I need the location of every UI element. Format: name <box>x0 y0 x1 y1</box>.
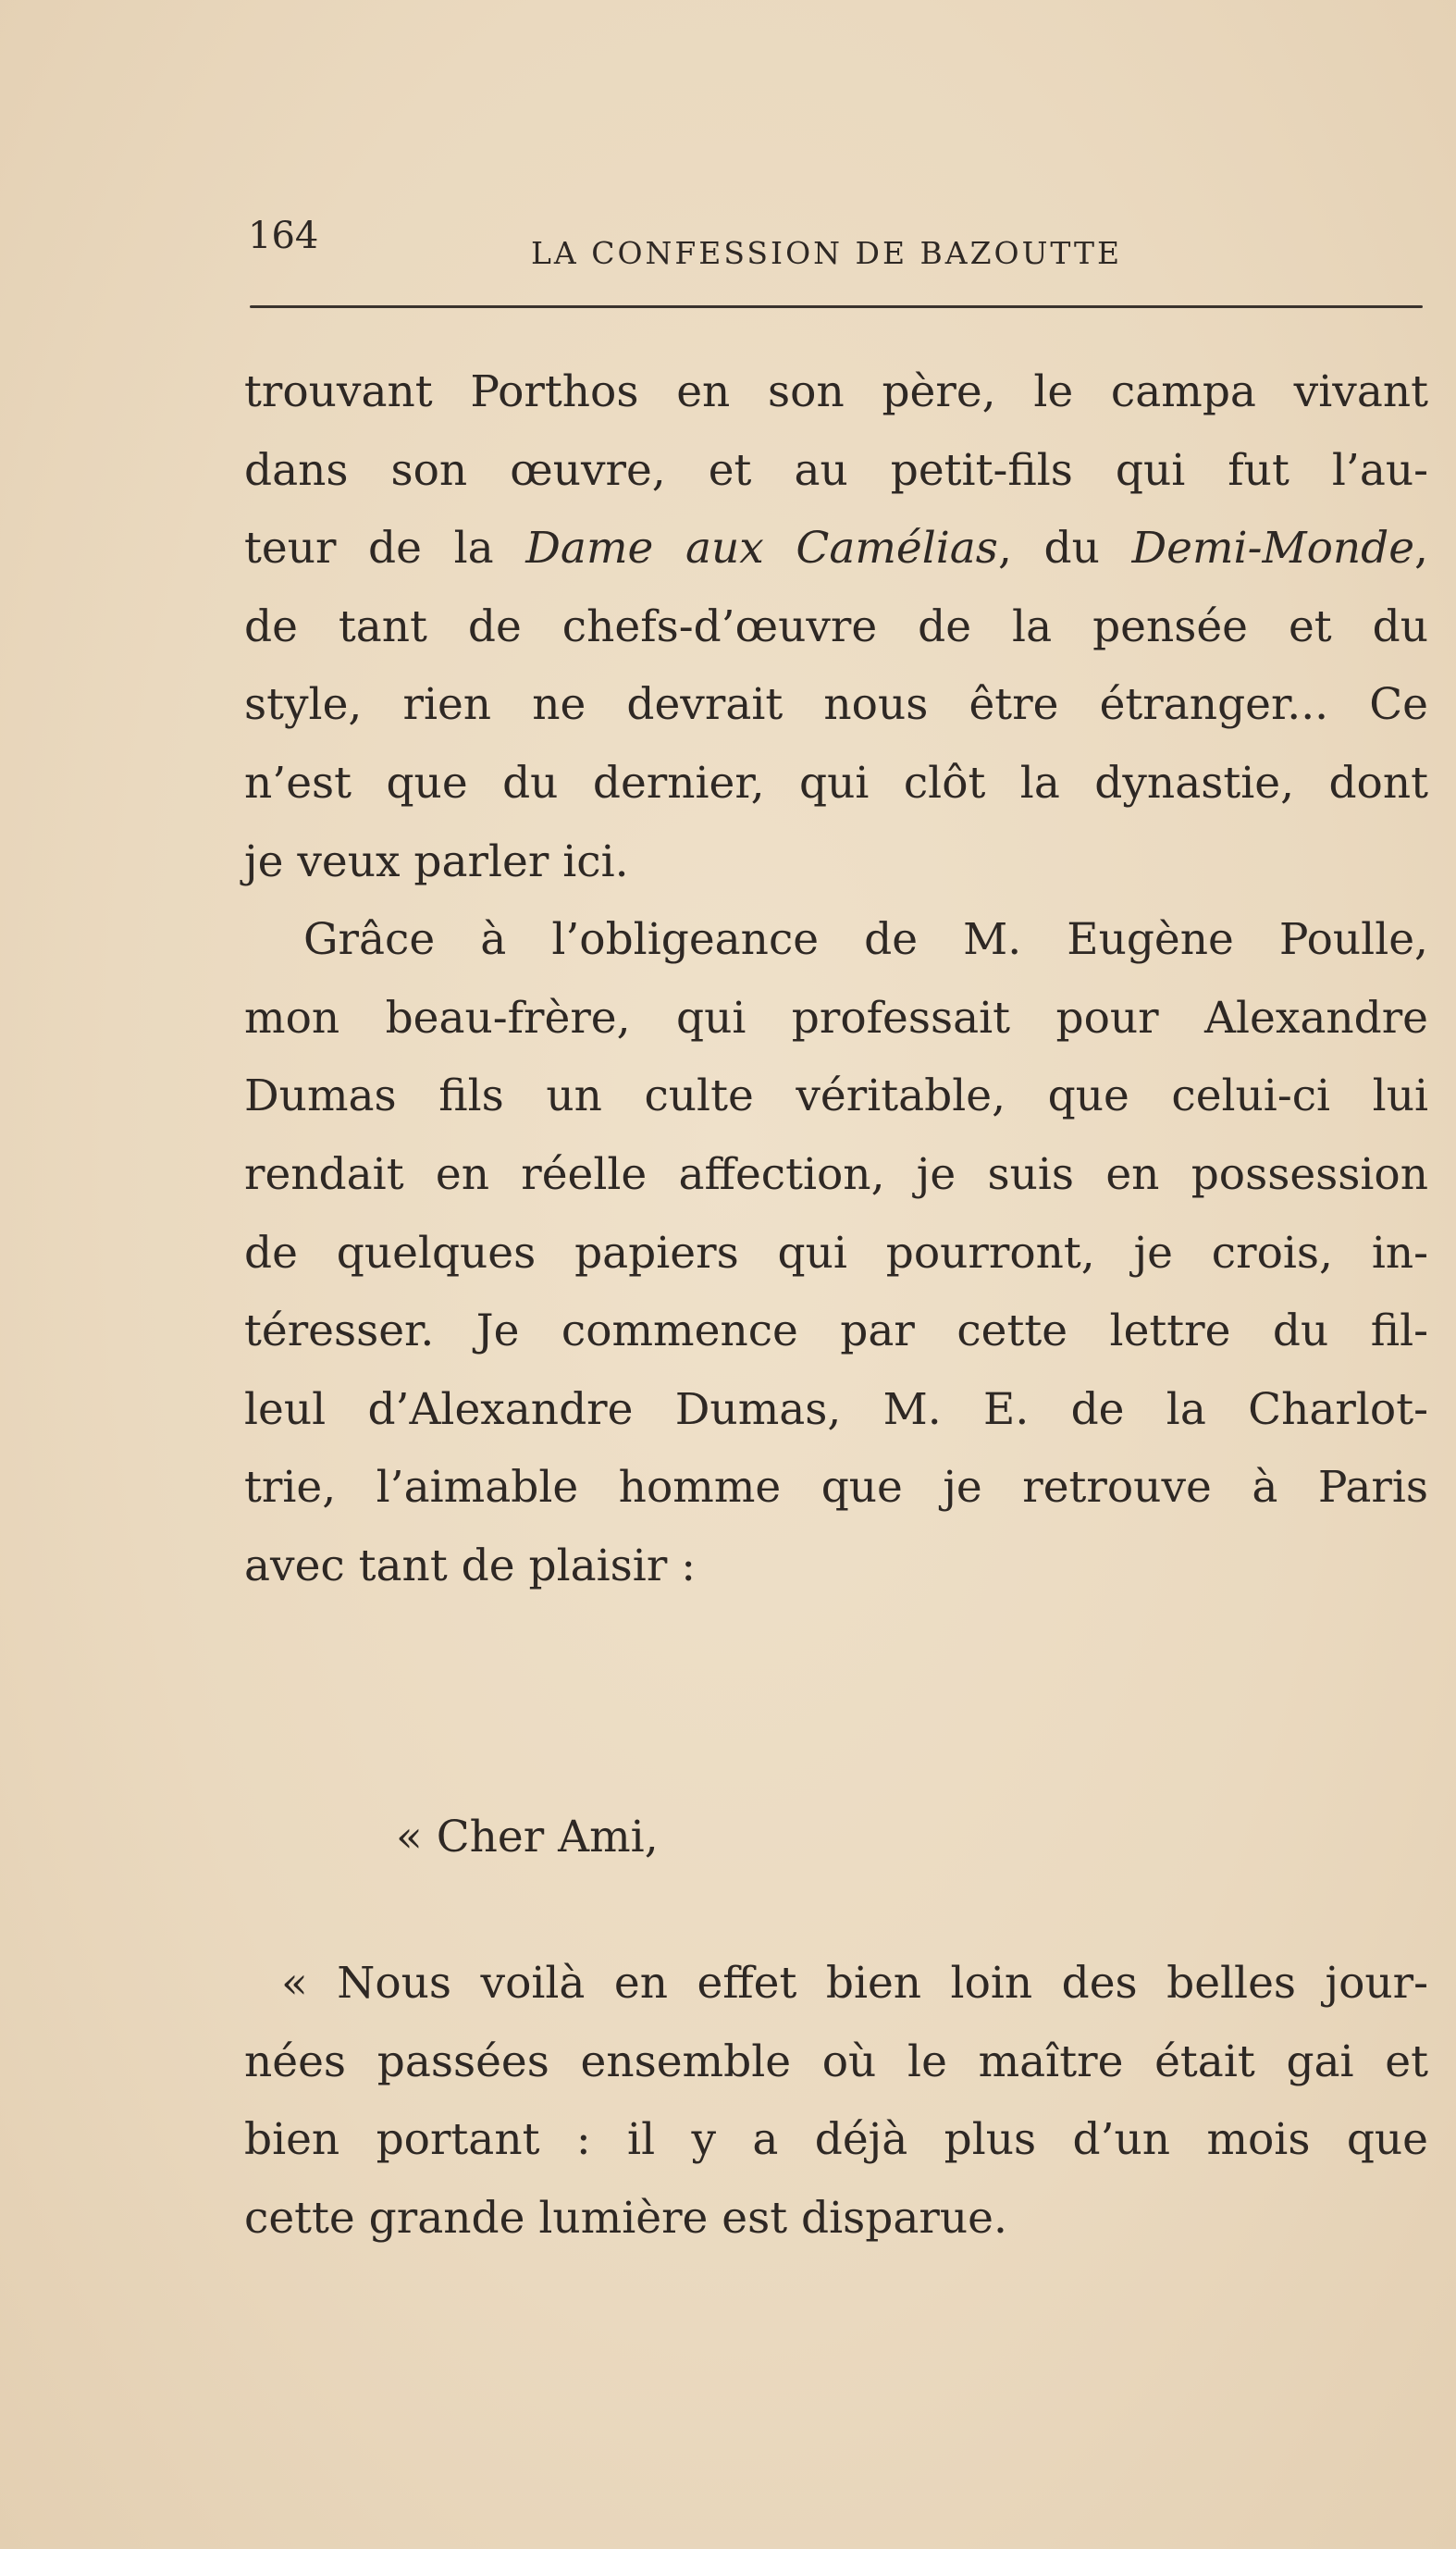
text-line: dans son œuvre, et au petit-fils qui fut l’au- <box>244 444 1428 496</box>
text-line: Grâce à l’obligeance de M. Eugène Poulle, <box>303 914 1428 966</box>
body-text <box>244 353 1428 2258</box>
text-line: avec tant de plaisir : <box>244 1540 697 1591</box>
text-line: leul d’Alexandre Dumas, M. E. de la Charlot- <box>244 1383 1428 1435</box>
page-header <box>248 215 1423 279</box>
text-line: nées passées ensemble où le maître était gai et <box>244 2035 1428 2087</box>
text-line: rendait en réelle affection, je suis en possession <box>244 1148 1428 1200</box>
running-title: LA CONFESSION DE BAZOUTTE <box>531 235 1123 271</box>
header-rule <box>250 305 1423 308</box>
paragraph-1 <box>244 353 1428 901</box>
italic-title-dame: Dame aux Camélias <box>525 523 998 575</box>
text-line: de tant de chefs-d’œuvre de la pensée et du <box>244 600 1428 652</box>
text-line: trouvant Porthos en son père, le campa vivant <box>244 366 1428 417</box>
italic-title-demi: Demi-Monde <box>1131 523 1415 575</box>
paragraph-2 <box>244 901 1428 1605</box>
text-line: Dumas fils un culte véritable, que celui-ci lui <box>244 1070 1428 1122</box>
paragraph-3 <box>244 1945 1428 2258</box>
text-line: bien portant : il y a déjà plus d’un mois que <box>244 2114 1428 2166</box>
text-line: « Nous voilà en effet bien loin des belles jour- <box>281 1958 1428 2010</box>
text-line: style, rien ne devrait nous être étranger... Ce <box>244 679 1428 731</box>
text-line: téresser. Je commence par cette lettre du fil- <box>244 1305 1428 1357</box>
text-line: mon beau-frère, qui professait pour Alexandre <box>244 992 1428 1044</box>
text-line: je veux parler ici. <box>244 835 629 887</box>
text-line: trie, l’aimable homme que je retrouve à Paris <box>244 1462 1428 1514</box>
page-number: 164 <box>248 215 319 257</box>
letter-salutation: « Cher Ami, <box>396 1811 659 1862</box>
text-line: cette grande lumière est disparue. <box>244 2192 1007 2244</box>
spacer <box>244 1876 1428 1945</box>
text-line-with-italics: teur de la Dame aux Camélias, du Demi-Monde, <box>244 523 1428 575</box>
text-line: de quelques papiers qui pourront, je crois, in- <box>244 1227 1428 1279</box>
spacer <box>244 1606 1428 1799</box>
text-line: n’est que du dernier, qui clôt la dynastie, dont <box>244 757 1428 809</box>
